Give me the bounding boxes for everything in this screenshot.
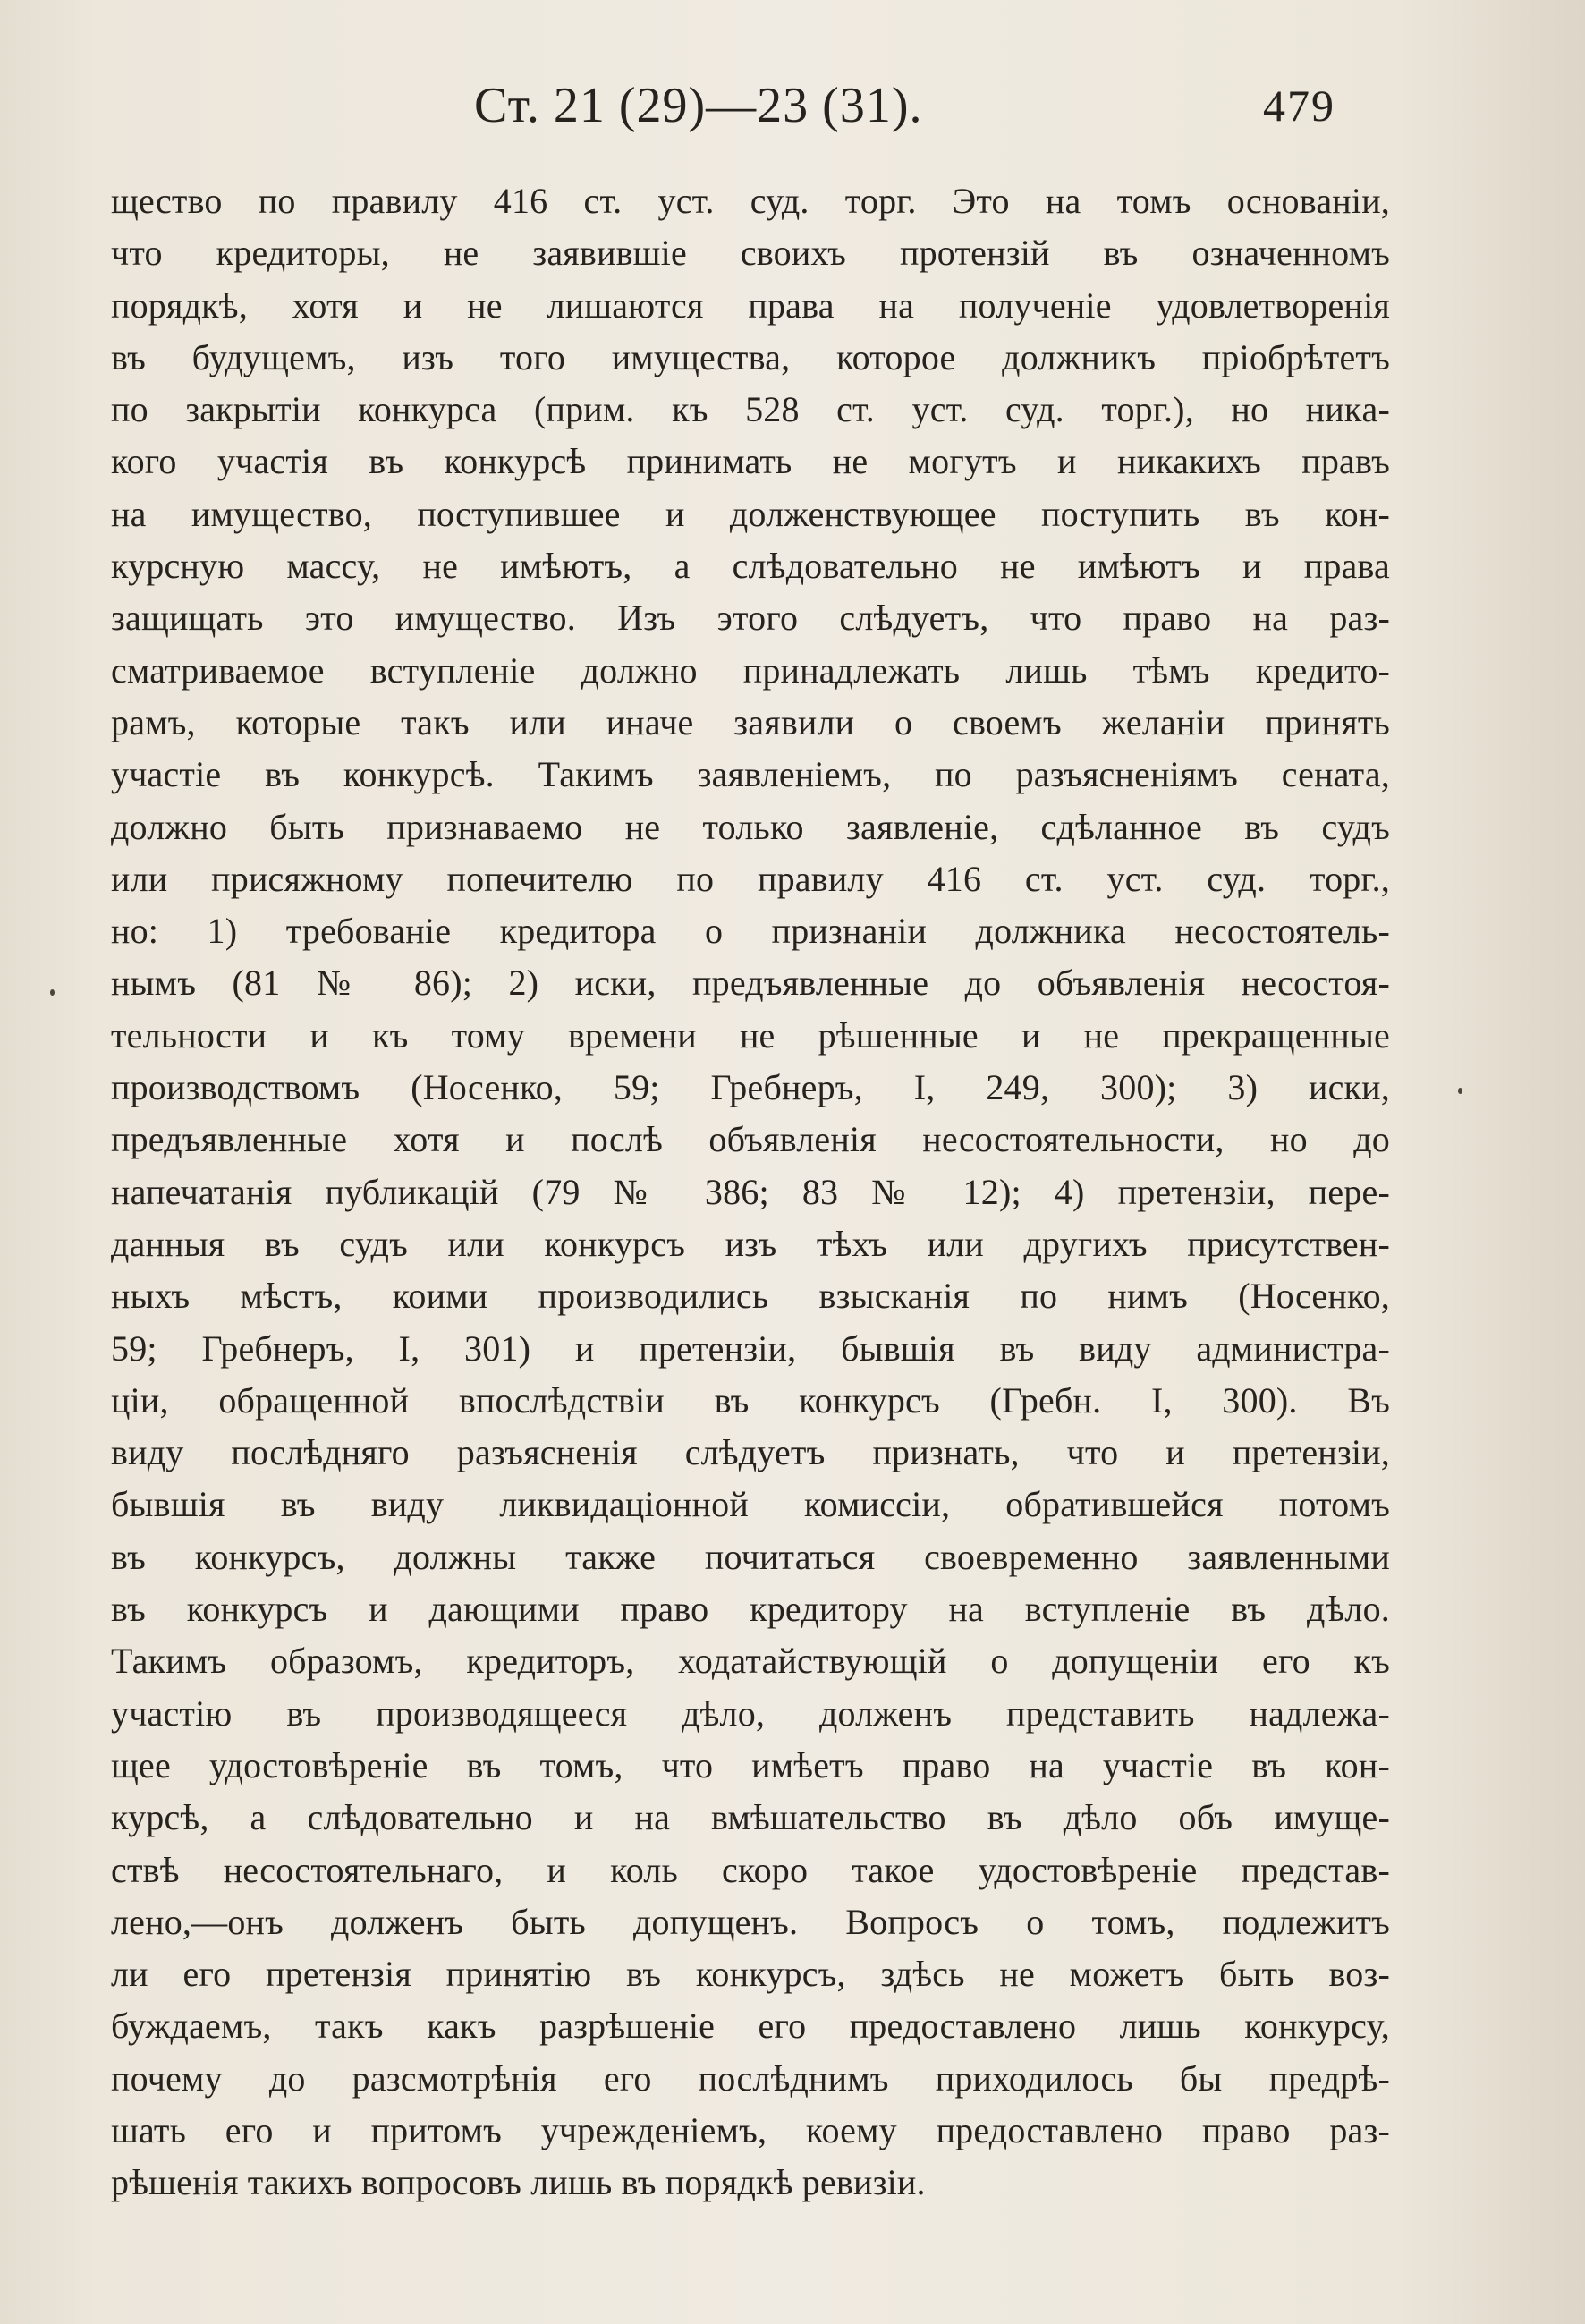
text-line: участію въ производящееся дѣло, долженъ представить надлежа-: [111, 1692, 1390, 1734]
text-line: въ конкурсъ и дающими право кредитору на вступленіе въ дѣло.: [111, 1589, 1390, 1630]
text-line: ныхъ мѣстъ, коими производились взысканія по нимъ (Носенко,: [111, 1276, 1390, 1317]
text-line: но: 1) требованіе кредитора о признаніи должника несостоятель-: [111, 911, 1390, 952]
text-line: на имущество, поступившее и долженствующее поступить въ кон-: [111, 493, 1390, 534]
text-line: что кредиторы, не заявившіе своихъ протензій въ означенномъ: [111, 233, 1390, 274]
text-line: лено,—онъ долженъ быть допущенъ. Вопросъ о томъ, подлежитъ: [111, 1901, 1390, 1942]
text-line-final: рѣшенія такихъ вопросовъ лишь въ порядкѣ ревизіи.: [111, 2162, 926, 2203]
text-line: должно быть признаваемо не только заявленіе, сдѣланное въ судъ: [111, 806, 1390, 847]
text-line: щее удостовѣреніе въ томъ, что имѣетъ право на участіе въ кон-: [111, 1744, 1390, 1785]
text-line: участіе въ конкурсѣ. Такимъ заявленіемъ, по разъясненіямъ сената,: [111, 754, 1390, 795]
text-line: щество по правилу 416 ст. уст. суд. торг. Это на томъ основаніи,: [111, 181, 1390, 221]
article-range-heading: Ст. 21 (29)—23 (31).: [474, 78, 923, 133]
text-line: 59; Гребнеръ, I, 301) и претензіи, бывшія въ виду администра-: [111, 1327, 1390, 1369]
paper-speck: [1458, 1088, 1462, 1094]
text-line: виду послѣдняго разъясненія слѣдуетъ признать, что и претензіи,: [111, 1432, 1390, 1473]
body-text: [111, 175, 1390, 2209]
text-line: ствѣ несостоятельнаго, и коль скоро такое удостовѣреніе представ-: [111, 1849, 1390, 1890]
text-line: почему до разсмотрѣнія его послѣднимъ приходилось бы предрѣ-: [111, 2057, 1390, 2099]
running-head: [0, 79, 1585, 132]
text-line: или присяжному попечителю по правилу 416 ст. уст. суд. торг.,: [111, 858, 1390, 899]
text-line: въ будущемъ, изъ того имущества, которое должникъ пріобрѣтетъ: [111, 336, 1390, 377]
text-line: напечатанія публикацій (79 № 386; 83 № 12); 4) претензіи, пере-: [111, 1171, 1390, 1212]
text-line: нымъ (81 № 86); 2) иски, предъявленные до объявленія несостоя-: [111, 963, 1390, 1004]
text-line: буждаемъ, такъ какъ разрѣшеніе его предоставлено лишь конкурсу,: [111, 2006, 1390, 2047]
text-line: курсную массу, не имѣютъ, а слѣдовательно не имѣютъ и права: [111, 546, 1390, 587]
text-line: производствомъ (Носенко, 59; Гребнеръ, I, 249, 300); 3) иски,: [111, 1067, 1390, 1108]
text-line: сматриваемое вступленіе должно принадлежать лишь тѣмъ кредито-: [111, 649, 1390, 691]
paper-speck: [50, 989, 55, 996]
text-line: рамъ, которые такъ или иначе заявили о своемъ желаніи принять: [111, 701, 1390, 742]
text-line: курсѣ, а слѣдовательно и на вмѣшательство въ дѣло объ имуще-: [111, 1797, 1390, 1838]
text-line: ли его претензія принятію въ конкурсъ, здѣсь не можетъ быть воз-: [111, 1954, 1390, 1995]
text-line: по закрытіи конкурса (прим. къ 528 ст. уст. суд. торг.), но никa-: [111, 389, 1390, 430]
text-line: Такимъ образомъ, кредиторъ, ходатайствующій о допущеніи его къ: [111, 1641, 1390, 1682]
text-line: порядкѣ, хотя и не лишаются права на полученіе удовлетворенія: [111, 284, 1390, 326]
text-line: ціи, обращенной впослѣдствіи въ конкурсъ (Гребн. I, 300). Въ: [111, 1379, 1390, 1421]
text-line: данныя въ судъ или конкурсъ изъ тѣхъ или другихъ присутствен-: [111, 1223, 1390, 1264]
text-line: шать его и притомъ учрежденіемъ, коему предоставлено право раз-: [111, 2109, 1390, 2150]
text-line: въ конкурсъ, должны также почитаться своевременно заявленными: [111, 1536, 1390, 1577]
text-line: защищать это имущество. Изъ этого слѣдуетъ, что право на раз-: [111, 598, 1390, 639]
text-line: тельности и къ тому времени не рѣшенные и не прекращенные: [111, 1014, 1390, 1056]
text-line: кого участія въ конкурсѣ принимать не могутъ и никакихъ правъ: [111, 441, 1390, 482]
text-line: предъявленные хотя и послѣ объявленія несостоятельности, но до: [111, 1119, 1390, 1160]
page-number: 479: [1263, 81, 1335, 131]
text-line: бывшія въ виду ликвидаціонной комиссіи, обратившейся потомъ: [111, 1484, 1390, 1525]
